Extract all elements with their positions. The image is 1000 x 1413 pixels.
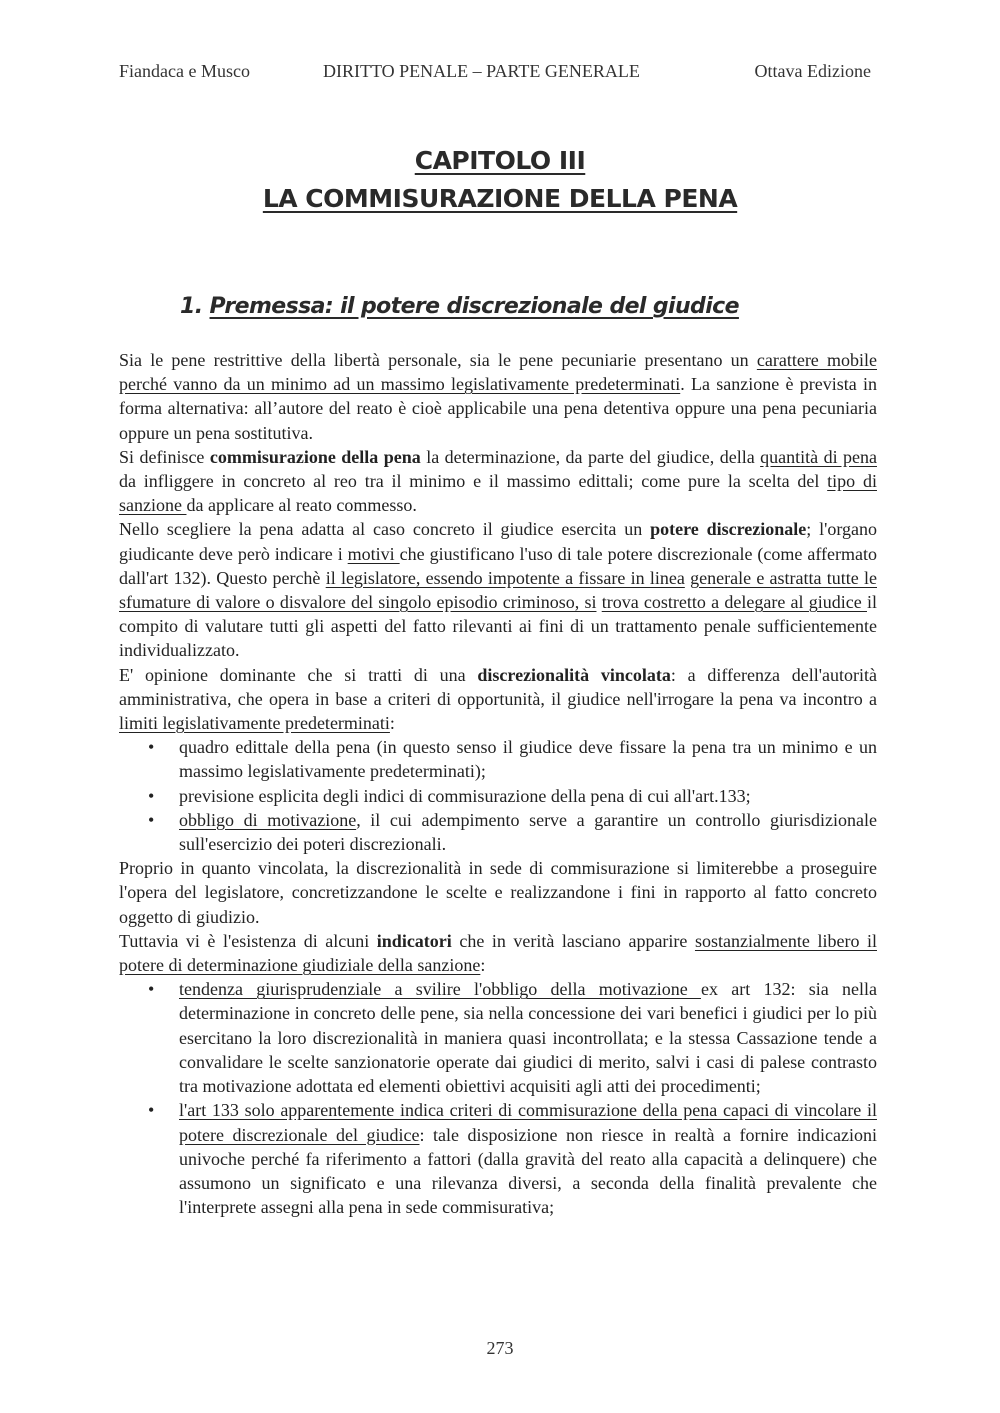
text: E' opinione dominante che si tratti di una: [119, 664, 478, 685]
chapter-heading: [0, 142, 1000, 218]
text: : a differenza dell'autorità amministrativa, che opera in base a criteri di opportunità, il giudice nell'irrogare la pena va incontro a: [119, 664, 877, 709]
bullet-list-limits: [119, 735, 877, 856]
text: che giustificano l'uso di tale potere discrezionale (come affermato dall'art 132). Questo perchè: [119, 543, 877, 588]
body-text: [119, 348, 877, 1219]
header-edition: Ottava Edizione: [754, 61, 871, 81]
text: il compito di valutare tutti gli aspetti del fatto rilevanti ai fini di un trattamento penale sufficientemente individualizzato.: [119, 592, 877, 661]
section-heading: [180, 292, 739, 322]
paragraph-1: [119, 348, 877, 445]
bullet-list-indicators: [119, 977, 877, 1219]
text: la determinazione, da parte del giudice, della: [420, 446, 761, 467]
section-title: Premessa: il potere discrezionale del giudice: [209, 294, 739, 319]
paragraph-3: [119, 517, 877, 662]
text: Nello scegliere la pena adatta al caso concreto il giudice esercita un: [119, 519, 651, 540]
page-number: 273: [486, 1338, 514, 1358]
text: Tuttavia vi è l'esistenza di alcuni: [119, 930, 377, 951]
text: ex art 132: sia nella determinazione in concreto delle pene, sia nella concessione dei vari benefici i giudici per lo più esercitano la loro discrezionalità in maniera quasi incontrollata; e la stessa Cassazione tende a convalidare le scelte sanzionatorie operate dai giudici di merito, salvi i casi di palese contrasto tra motivazione adottata ed elementi obiettivi acquisiti agli atti dei procedimenti;: [179, 979, 878, 1097]
header-book-title: DIRITTO PENALE – PARTE GENERALE: [323, 61, 640, 81]
bullet-icon: •: [148, 1100, 155, 1121]
underlined-text: sostanzialmente libero il potere di determinazione giudiziale della sanzione: [119, 930, 877, 976]
bullet-icon: •: [148, 809, 155, 830]
underlined-text: motivi: [347, 543, 400, 564]
list-item: [119, 784, 877, 808]
bold-term: potere discrezionale: [650, 519, 807, 540]
underlined-text: trova costretto a delegare al giudice: [601, 592, 867, 613]
underlined-text: generale e astratta tutte le sfumature di valore o disvalore del singolo episodio criminoso, si: [119, 567, 878, 613]
text: ; l'organo giudicante deve però indicare i: [119, 519, 877, 564]
text: che in verità lasciano apparire: [451, 930, 695, 951]
underlined-text: tipo di sanzione: [119, 471, 877, 516]
text: , il cui adempimento serve a garantire un controllo giurisdizionale sull'esercizio dei poteri discrezionali.: [179, 809, 877, 855]
paragraph-5: Proprio in quanto vincolata, la discrezionalità in sede di commisurazione si limiterebbe a proseguire l'opera del legislatore, concretizzandone le scelte e realizzandone i fini in rapporto al fatto concreto oggetto di giudizio.: [119, 858, 877, 927]
chapter-number: CAPITOLO III: [414, 146, 586, 175]
text: . La sanzione è prevista in forma alternativa: all’autore del reato è cioè applicabile una pena detentiva oppure una pena pecuniaria oppure un pena sostitutiva.: [119, 374, 877, 443]
underlined-text: limiti legislativamente predeterminati: [119, 713, 390, 734]
text: :: [480, 955, 486, 976]
section-number: 1.: [180, 294, 210, 319]
list-item: [119, 735, 877, 783]
text: Sia le pene restrittive della libertà personale, sia le pene pecuniarie presentano un: [119, 350, 757, 370]
bold-term: indicatori: [376, 930, 452, 951]
paragraph-4: [119, 663, 877, 736]
bullet-icon: •: [148, 737, 155, 758]
text: quadro edittale della pena (in questo senso il giudice deve fissare la pena tra un minimo e un massimo legislativamente predeterminati);: [179, 737, 877, 782]
bold-term: commisurazione della pena: [209, 446, 421, 467]
underlined-text: quantità di pena: [760, 446, 877, 467]
header-authors: Fiandaca e Musco: [119, 61, 250, 81]
text: previsione esplicita degli indici di commisurazione della pena di cui all'art.133;: [179, 785, 751, 806]
paragraph-6: [119, 929, 877, 977]
text: : tale disposizione non riesce in realtà a fornire indicazioni univoche perché fa riferimento a fattori (dalla gravità del reato alla capacità a delinquere) che assumono un significato e una rilevanza diversi, a seconda della finalità prevalente che l'interprete assegni alla pena in sede commisurativa;: [179, 1124, 877, 1218]
text: Si definisce: [119, 446, 210, 467]
list-item: [119, 977, 877, 1098]
list-item: [119, 1098, 877, 1219]
underlined-text: l'art 133 solo apparentemente indica criteri di commisurazione della pena capaci di vincolare il potere discrezionale del giudice: [179, 1100, 877, 1145]
underlined-text: il legislatore, essendo impotente a fissare in linea: [325, 567, 685, 588]
bullet-icon: •: [148, 785, 155, 806]
underlined-text: carattere mobile perché vanno da un minimo ad un massimo legislativamente predeterminati: [119, 350, 877, 395]
underlined-text: tendenza giurisprudenziale a svilire l'obbligo della motivazione: [179, 979, 701, 1000]
underlined-text: obbligo di motivazione: [179, 809, 357, 830]
list-item: [119, 808, 877, 856]
chapter-title: LA COMMISURAZIONE DELLA PENA: [262, 184, 738, 213]
bold-term: discrezionalità vincolata: [477, 664, 671, 685]
bullet-icon: •: [148, 979, 155, 1000]
text: da infliggere in concreto al reo tra il minimo e il massimo edittali; come pure la scelta del: [119, 471, 828, 492]
text: da applicare al reato commesso.: [186, 495, 417, 516]
text: :: [389, 713, 395, 734]
paragraph-2: [119, 445, 877, 518]
